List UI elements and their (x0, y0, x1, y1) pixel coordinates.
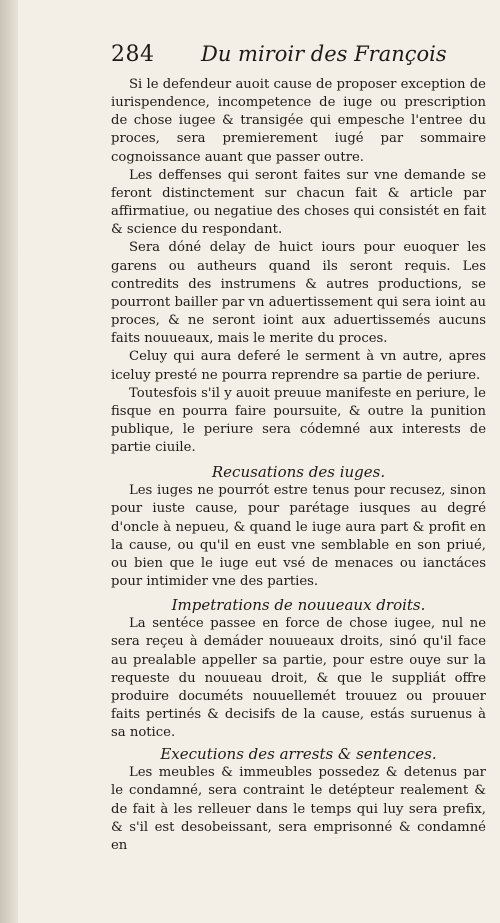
paragraph: Si le defendeur auoit cause de proposer exception de iurispendence, incompetence de iuge ou prescription de chose iugee & transigée qui empesche l'entree du proces, sera premierement iugé par sommaire cognoissance auant que passer outre. (111, 77, 486, 165)
section-heading: Impetrations de nouueaux droits. (171, 596, 426, 615)
paragraph: Sera dóné delay de huict iours pour euoquer les garens ou autheurs quand ils seront requis. Les contredits des instrumens & autres productions, se pourront bailler par vn aduertissement qui sera ioint au proces, & ne seront ioint aux aduertissemés aucuns faits nouueaux, mais le merite du proces. (111, 240, 486, 347)
paragraph: La sentéce passee en force de chose iugee, nul ne sera reçeu à demáder nouueaux droits, sinó qu'il face au prealable appeller sa partie, pour estre ouye sur la requeste du nouueau droit, & que le suppliát offre produire documéts nouuellemét trouuez ou prouuer faits pertinés & decisifs de la cause, estás suruenus à sa notice. (111, 616, 486, 741)
page-header (111, 42, 480, 72)
section-heading: Executions des arrests & sentences. (160, 745, 437, 764)
section-heading: Recusations des iuges. (211, 463, 386, 482)
paragraph: Toutesfois s'il y auoit preuue manifeste en periure, le fisque en pourra faire poursuite, & outre la punition publique, le periure sera códemné aux interests de partie ciuile. (111, 385, 486, 456)
paragraph: Celuy qui aura deferé le serment à vn autre, apres iceluy presté ne pourra reprendre sa partie de periure. (111, 349, 486, 383)
page-gutter-shadow (0, 0, 18, 923)
paragraph: Les meubles & immeubles possedez & detenus par le condamné, sera contraint le detépteur realement & de fait à les relleuer dans le temps qui luy sera prefix, & s'il est desobeissant, sera emprisonné & condamné en (111, 765, 486, 853)
paragraph: Les deffenses qui seront faites sur vne demande se feront distinctement sur chacun fait & article par affirmatiue, ou negatiue des choses qui consistét en fait & science du respondant. (111, 167, 486, 238)
page-body (111, 76, 486, 855)
page-number: 284 (111, 42, 155, 67)
paragraph: Les iuges ne pourrót estre tenus pour recusez, sinon pour iuste cause, pour parétage iusques au degré d'oncle à nepueu, & quand le iuge aura part & profit en la cause, ou qu'il en eust vne semblable en son priué, ou bien que le iuge eut vsé de menaces ou ianctáces pour intimider vne des parties. (111, 483, 486, 590)
running-title: Du miroir des François (201, 42, 447, 66)
